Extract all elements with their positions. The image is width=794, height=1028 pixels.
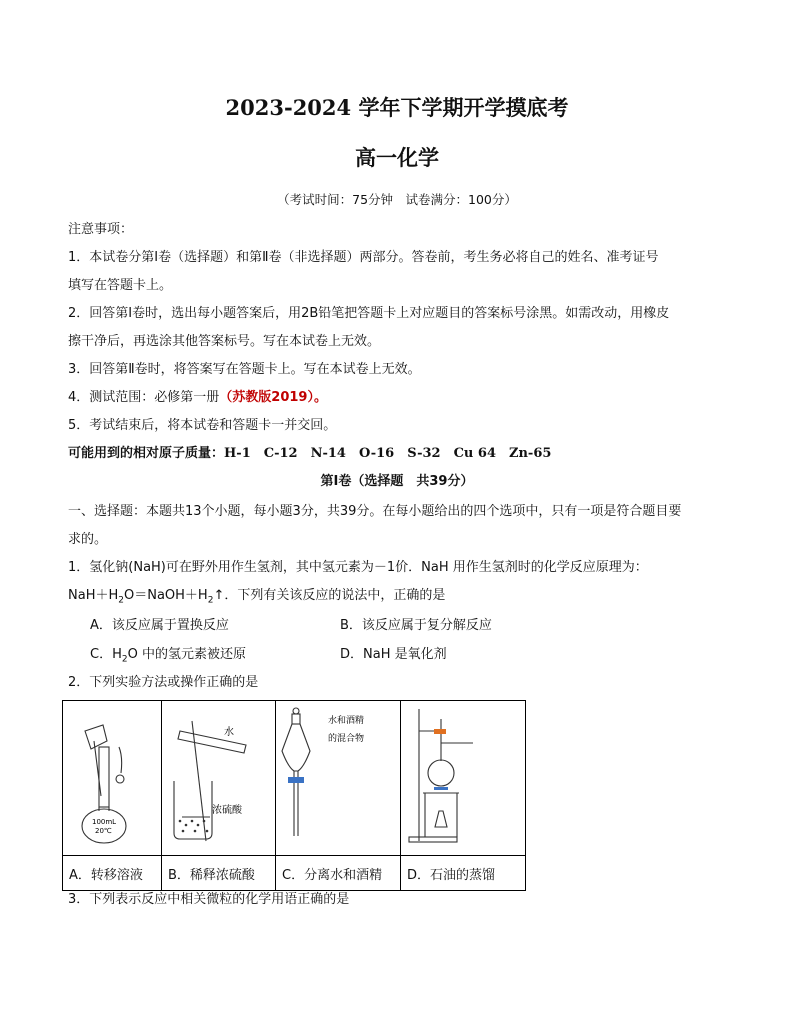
page-subtitle: 高一化学 — [355, 145, 439, 170]
question-3-stem: 3．下列表示反应中相关微粒的化学用语正确的是 — [68, 892, 350, 907]
question-1-option-a: A．该反应属于置换反应 — [90, 618, 229, 633]
notice-item-2-line-1: 2．回答第Ⅰ卷时，选出每小题答案后，用2B铅笔把答题卡上对应题目的答案标号涂黑。如需改动，用橡皮 — [68, 306, 670, 321]
question-1-equation: $NaH+H_2O=NaOH+H_2↑$．下列有关该反应的说法中，正确的是 — [68, 588, 446, 606]
option-a-label: A．转移溶液 — [63, 856, 162, 891]
mixture-label-1: 水和酒精 — [328, 716, 365, 726]
option-c-suffix: O 中的氢元素被还原 — [127, 647, 246, 662]
notice-item-5: 5．考试结束后，将本试卷和答题卡一并交回。 — [68, 418, 337, 433]
section-intro-line-2: 求的。 — [68, 532, 108, 547]
section-intro-line-1: 一、选择题：本题共13个小题，每小题3分，共39分。在每小题给出的四个选项中，只有一项是符合题目要 — [68, 504, 682, 519]
option-c-prefix: C．H — [90, 647, 122, 662]
separatory-funnel-figure — [276, 701, 394, 851]
notice-item-1-line-2: 填写在答题卡上。 — [68, 278, 173, 293]
question-2-figure-table — [62, 700, 526, 891]
question-2-stem: 2．下列实验方法或操作正确的是 — [68, 675, 259, 690]
equation-left: NaH＋H — [68, 588, 119, 603]
question-1-option-d: D．NaH 是氧化剂 — [340, 647, 447, 662]
notice-item-4 — [68, 388, 327, 408]
option-b-label: B．稀释浓硫酸 — [162, 856, 276, 891]
notice-item-1-line-1: 1．本试卷分第Ⅰ卷（选择题）和第Ⅱ卷（非选择题）两部分。答卷前，考生务必将自己的姓名、准考证号 — [68, 250, 659, 265]
question-1-option-c: C．$H_2O$ 中的氢元素被还原 — [90, 647, 246, 665]
figure-d-cell — [401, 701, 526, 856]
equation-tail: ↑．下列有关该反应的说法中，正确的是 — [213, 588, 446, 603]
atomic-masses-values: H-1 C-12 N-14 O-16 S-32 Cu 64 Zn-65 — [224, 446, 552, 461]
question-1-option-b: B．该反应属于复分解反应 — [340, 618, 492, 633]
notice-item-4-prefix: 4．测试范围：必修第一册 — [68, 390, 220, 405]
flask-temp-label: 20℃ — [95, 827, 112, 835]
notice-item-4-highlight: （苏教版2019）。 — [219, 390, 327, 405]
atomic-masses — [68, 444, 551, 464]
figure-a-cell — [63, 701, 162, 856]
mixture-label-2: 的混合物 — [328, 734, 365, 744]
acid-label: 浓硫酸 — [212, 805, 242, 816]
water-label: 水 — [224, 727, 234, 738]
volumetric-flask-figure — [63, 701, 155, 851]
option-c-label: C．分离水和酒精 — [276, 856, 401, 891]
option-d-label: D．石油的蒸馏 — [401, 856, 526, 891]
question-1-stem: 1．氢化钠(NaH)可在野外用作生氢剂，其中氢元素为－1价．NaH 用作生氢剂时的化学反应原理为： — [68, 560, 648, 575]
dilution-figure — [162, 701, 269, 851]
notice-heading: 注意事项： — [68, 222, 134, 237]
distillation-figure — [401, 701, 519, 851]
flask-volume-label: 100mL — [92, 818, 117, 826]
equation-middle: O＝NaOH＋H — [123, 588, 208, 603]
atomic-masses-label: 可能用到的相对原子质量： — [68, 446, 225, 461]
page-title: 2023-2024 学年下学期开学摸底考 — [225, 95, 569, 120]
exam-info: （考试时间：75分钟 试卷满分：100分） — [277, 192, 517, 207]
figure-b-cell — [162, 701, 276, 856]
notice-item-2-line-2: 擦干净后，再选涂其他答案标号。写在本试卷上无效。 — [68, 334, 381, 349]
figure-c-cell — [276, 701, 401, 856]
section-title: 第Ⅰ卷（选择题 共39分） — [320, 474, 474, 489]
notice-item-3: 3．回答第Ⅱ卷时，将答案写在答题卡上。写在本试卷上无效。 — [68, 362, 421, 377]
